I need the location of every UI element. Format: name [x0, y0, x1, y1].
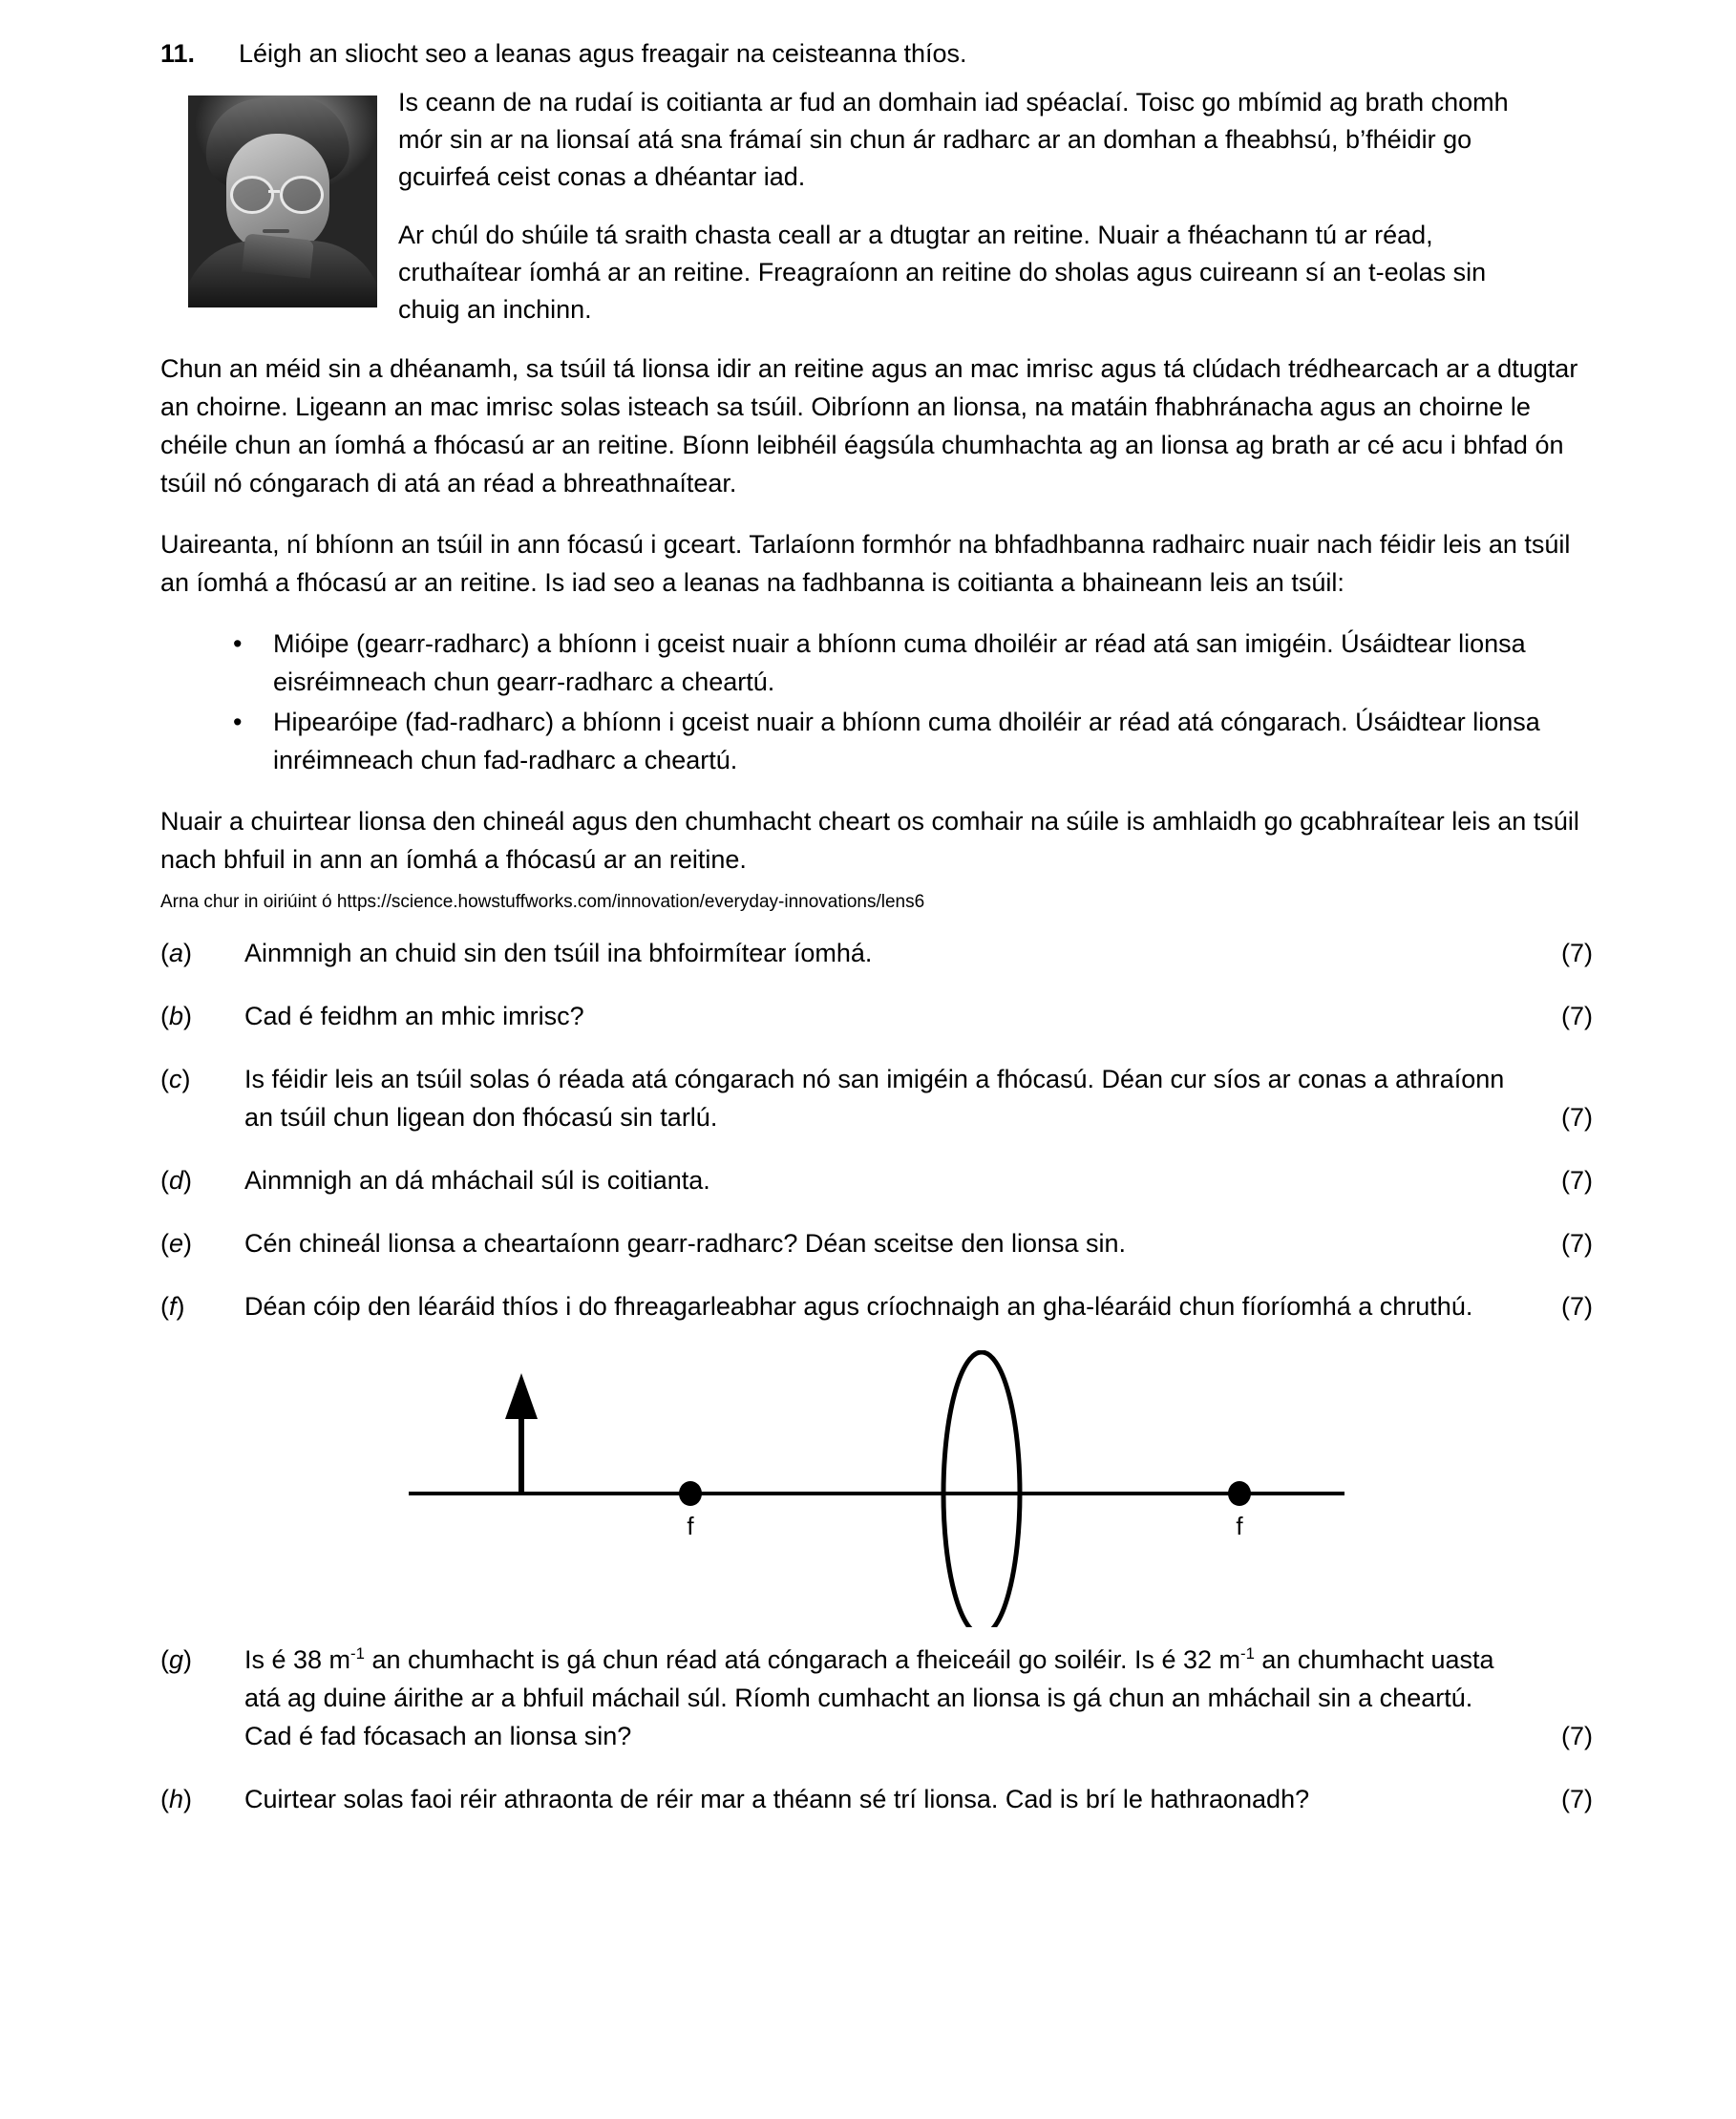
part-text-a: Ainmnigh an chuid sin den tsúil ina bhfoirmítear íomhá.	[244, 939, 873, 967]
passage-body-paragraph-1: Chun an méid sin a dhéanamh, sa tsúil tá lionsa idir an reitine agus an mac imrisc agus tá clúdach trédhearcach ar a dtugtar an choirne. Ligeann an mac imrisc solas isteach sa tsúil. Oibríonn an lionsa, na matáin fhabhránacha agus an choirne le chéile chun an íomhá a fhócasú ar an reitine. Bíonn leibhéil éagsúla chumhachta ag an lionsa ag brath ar cé acu i bhfad ón tsúil nó cóngarach di atá an réad a bhreathnaítear.	[160, 354, 1578, 498]
part-letter-f-glyph: f	[169, 1292, 177, 1321]
converging-lens	[943, 1352, 1020, 1627]
part-letter-b-glyph: b	[169, 1002, 184, 1030]
part-marks-a: (7)	[1561, 939, 1593, 967]
passage-closing-paragraph: Nuair a chuirtear lionsa den chineál agus den chumhacht cheart os comhair na súile is amhlaidh go gcabhraítear leis an tsúil nach bhfuil in ann an íomhá a fhócasú ar an reitine.	[160, 807, 1579, 874]
ray-diagram-lens	[160, 1350, 1593, 1627]
part-marks-f: (7)	[1561, 1292, 1593, 1321]
focal-label-right: f	[1236, 1512, 1243, 1540]
question-parts	[160, 934, 1593, 1818]
part-letter-h-glyph: h	[169, 1785, 184, 1813]
part-text-g: Is é 38 $m^{-1}$ an chumhacht is gá chun réad atá cóngarach a fheiceáil go soiléir. Is é 32 $m^{-1}$ an chumhacht uasta atá ag duine áirithe ar a bhfuil máchail súl. Ríomh cumhacht an lionsa is gá chun an mháchail sin a cheartú. Cad é fad fócasach an lionsa sin?	[244, 1644, 1494, 1750]
part-letter-h: (h)	[160, 1785, 193, 1813]
part-text-h: Cuirtear solas faoi réir athraonta de réir mar a théann sé trí lionsa. Cad is brí le hathraonadh?	[244, 1785, 1310, 1813]
photo-glasses-bridge	[268, 190, 280, 193]
reading-passage	[175, 84, 1512, 328]
passage-inset-paragraph-2: Ar chúl do shúile tá sraith chasta ceall ar a dtugtar an reitine. Nuair a fhéachann tú ar réad, cruthaítear íomhá ar an reitine. Freagraíonn an reitine do sholas agus cuireann sí an t-eolas sin chuig an inchinn.	[398, 221, 1487, 324]
question-part-d	[160, 1161, 1593, 1199]
part-marks-g: (7)	[1561, 1722, 1593, 1750]
part-marks-h: (7)	[1561, 1785, 1593, 1813]
question-part-a	[160, 934, 1593, 972]
question-part-b	[160, 997, 1593, 1035]
part-letter-e-glyph: e	[169, 1229, 184, 1258]
question-intro: Léigh an sliocht seo a leanas agus freagair na ceisteanna thíos.	[239, 39, 967, 68]
question-part-f	[160, 1287, 1593, 1325]
page-content	[160, 36, 1593, 1843]
part-letter-f: (f)	[160, 1292, 185, 1321]
passage-body-paragraph-2: Uaireanta, ní bhíonn an tsúil in ann fócasú i gceart. Tarlaíonn formhór na bhfadhbanna radhairc nuair nach féidir leis an tsúil an íomhá a fhócasú ar an reitine. Is iad seo a leanas na fadhbanna is coitianta a bhaineann leis an tsúil:	[160, 530, 1571, 597]
part-text-e: Cén chineál lionsa a cheartaíonn gearr-radharc? Déan sceitse den lionsa sin.	[244, 1229, 1127, 1258]
part-letter-e: (e)	[160, 1229, 193, 1258]
focal-point-right	[1228, 1481, 1251, 1506]
list-item: • Mióipe (gearr-radharc) a bhíonn i gceist nuair a bhíonn cuma dhoiléir ar réad atá san imigéin. Úsáidtear lionsa eisréimneach chun gearr-radharc a cheartú.	[233, 625, 1593, 701]
object-arrow-head	[505, 1373, 538, 1419]
part-letter-b: (b)	[160, 1002, 193, 1030]
part-letter-a-glyph: a	[169, 939, 184, 967]
part-letter-d-glyph: d	[169, 1166, 184, 1195]
source-attribution: Arna chur in oiriúint ó https://science.howstuffworks.com/innovation/everyday-innovations/lens6	[160, 892, 925, 912]
photo-mouth	[263, 229, 289, 233]
focal-label-left: f	[687, 1512, 694, 1540]
question-header	[160, 36, 1593, 71]
part-text-d: Ainmnigh an dá mháchail súl is coitianta.	[244, 1166, 710, 1195]
photo-right-lens	[280, 176, 324, 214]
part-letter-d: (d)	[160, 1166, 193, 1195]
passage-inset-paragraph-1: Is ceann de na rudaí is coitianta ar fud an domhain iad spéaclaí. Toisc go mbímid ag brath chomh mór sin ar na lionsaí atá sna frámaí sin chun ár radharc ar an domhan a fheabhsú, b’fhéidir go gcuirfeá ceist conas a dhéantar iad.	[398, 88, 1509, 191]
part-text-b: Cad é feidhm an mhic imrisc?	[244, 1002, 584, 1030]
question-part-e	[160, 1224, 1593, 1262]
question-part-c	[160, 1060, 1593, 1136]
part-letter-a: (a)	[160, 939, 193, 967]
part-marks-e: (7)	[1561, 1229, 1593, 1258]
part-letter-c: (c)	[160, 1065, 191, 1093]
part-letter-g: (g)	[160, 1645, 193, 1674]
part-letter-g-glyph: g	[169, 1645, 184, 1674]
part-text-c: Is féidir leis an tsúil solas ó réada atá cóngarach nó san imigéin a fhócasú. Déan cur síos ar conas a athraíonn an tsúil chun ligean don fhócasú sin tarlú.	[244, 1065, 1505, 1132]
part-marks-c: (7)	[1561, 1103, 1593, 1132]
part-marks-d: (7)	[1561, 1166, 1593, 1195]
question-number: 11.	[160, 39, 196, 68]
photo-collar	[242, 233, 314, 278]
question-part-g	[160, 1641, 1593, 1755]
part-letter-c-glyph: c	[169, 1065, 182, 1093]
list-item: • Hipearóipe (fad-radharc) a bhíonn i gceist nuair a bhíonn cuma dhoiléir ar réad atá cóngarach. Úsáidtear lionsa inréimneach chun fad-radharc a cheartú.	[233, 703, 1593, 779]
question-part-h	[160, 1780, 1593, 1818]
part-text-f: Déan cóip den léaráid thíos i do fhreagarleabhar agus críochnaigh an gha-léaráid chun fíoríomhá a chruthú.	[244, 1292, 1473, 1321]
boy-wearing-glasses-photo	[188, 95, 377, 307]
photo-left-lens	[230, 176, 274, 214]
eye-problems-list	[160, 625, 1593, 779]
ray-diagram-svg	[399, 1350, 1354, 1627]
part-marks-b: (7)	[1561, 1002, 1593, 1030]
focal-point-left	[679, 1481, 702, 1506]
